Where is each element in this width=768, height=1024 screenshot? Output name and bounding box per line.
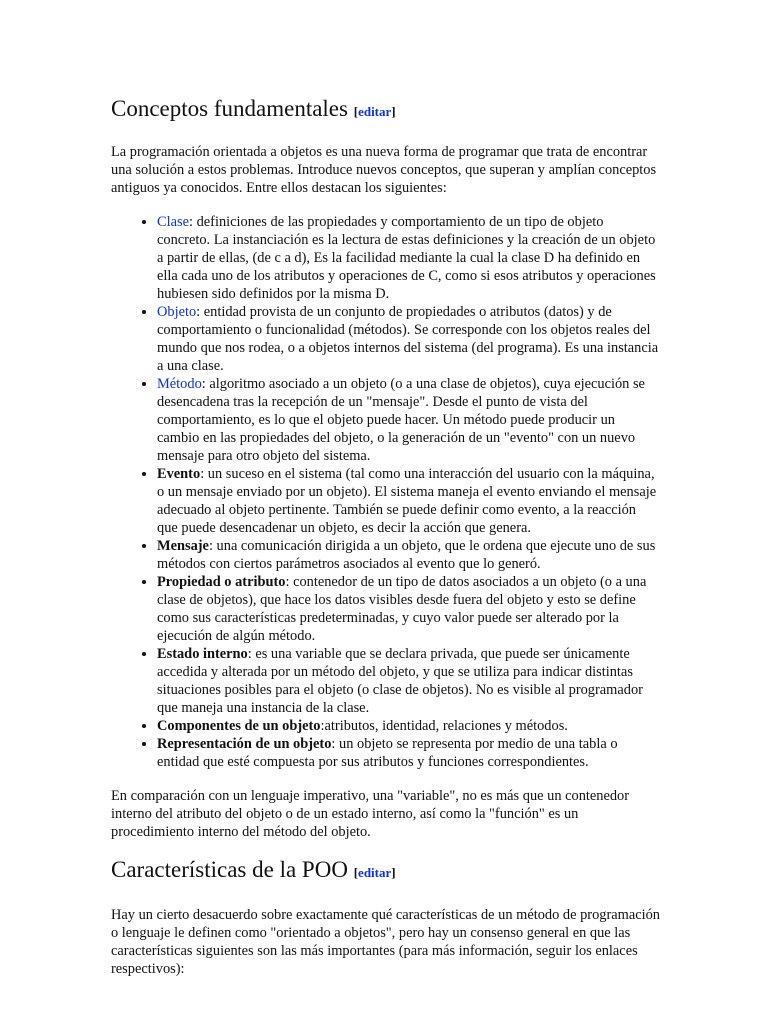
list-item	[157, 375, 660, 465]
term-definition: : algoritmo asociado a un objeto (o a una clase de objetos), cuya ejecución se desencadena tras la recepción de un "mensaje". Desde el punto de vista del comportamiento, es lo que el objeto puede hacer. Un método puede producir un cambio en las propiedades del objeto, o la generación de un "evento" con un nuevo mensaje para otro objeto del sistema.	[157, 376, 645, 464]
list-item	[157, 645, 660, 717]
section-intro-paragraph: La programación orientada a objetos es una nueva forma de programar que trata de encontrar una solución a estos problemas. Introduce nuevos conceptos, que superan y amplían conceptos antiguos ya conocidos. Entre ellos destacan los siguientes:	[111, 144, 657, 196]
term-link[interactable]: Objeto	[157, 304, 197, 320]
list-item	[157, 537, 660, 573]
edit-link[interactable]: editar	[358, 104, 392, 119]
term-bold: Propiedad o atributo	[157, 574, 286, 590]
section-intro-paragraph: Hay un cierto desacuerdo sobre exactamente qué características de un método de programación o lenguaje le definen como "orientado a objetos", pero hay un consenso general en que las características siguientes son las más importantes (para más información, seguir los enlaces respectivos):	[111, 907, 660, 977]
section-heading-conceptos	[111, 94, 660, 127]
list-item	[157, 573, 660, 645]
section-closing-paragraph: En comparación con un lenguaje imperativo, una "variable", no es más que un contenedor interno del atributo del objeto o de un estado interno, así como la "función" es un procedimiento interno del método del objeto.	[111, 788, 630, 840]
section-title: Conceptos fundamentales	[111, 96, 348, 121]
list-item	[157, 465, 660, 537]
list-item	[157, 213, 660, 303]
term-definition: : un objeto se representa por medio de una tabla o entidad que esté compuesta por sus atributos y funciones correspondientes.	[157, 736, 618, 770]
term-link[interactable]: Clase	[157, 214, 189, 230]
list-item	[157, 735, 660, 771]
term-bold: Representación de un objeto	[157, 736, 332, 752]
section-heading-caracteristicas	[111, 855, 660, 888]
term-definition: : es una variable que se declara privada, que puede ser únicamente accedida y alterada por un método del objeto, y que se utiliza para indicar distintas situaciones posibles para el objeto (o clase de objetos). No es visible al programador que maneja una instancia de la clase.	[157, 646, 643, 716]
edit-link-wrapper: [editar]	[353, 104, 396, 119]
term-definition: :atributos, identidad, relaciones y métodos.	[320, 718, 568, 734]
term-link[interactable]: Método	[157, 376, 202, 392]
edit-link-wrapper: [editar]	[353, 865, 396, 880]
concept-list	[111, 213, 660, 771]
term-bold: Componentes de un objeto	[157, 718, 321, 734]
term-definition: : una comunicación dirigida a un objeto, que le ordena que ejecute uno de sus métodos con ciertos parámetros asociados al evento que lo generó.	[157, 538, 656, 572]
list-item	[157, 717, 660, 735]
section-title: Características de la POO	[111, 857, 348, 882]
term-definition: : definiciones de las propiedades y comportamiento de un tipo de objeto concreto. La instanciación es la lectura de estas definiciones y la creación de un objeto a partir de ellas, (de c a d), Es la facilidad mediante la cual la clase D ha definido en ella cada uno de los atributos y operaciones de C, como si esos atributos y operaciones hubiesen sido definidos por la misma D.	[157, 214, 656, 302]
term-definition: : un suceso en el sistema (tal como una interacción del usuario con la máquina, o un mensaje enviado por un objeto). El sistema maneja el evento enviando el mensaje adecuado al objeto pertinente. También se puede definir como evento, a la reacción que puede desencadenar un objeto, es decir la acción que genera.	[157, 466, 657, 536]
edit-link[interactable]: editar	[358, 865, 392, 880]
term-definition: : entidad provista de un conjunto de propiedades o atributos (datos) y de comportamiento o funcionalidad (métodos). Se corresponde con los objetos reales del mundo que nos rodea, o a objetos internos del sistema (del programa). Es una instancia a una clase.	[157, 304, 659, 374]
term-bold: Mensaje	[157, 538, 209, 554]
term-definition: : contenedor de un tipo de datos asociados a un objeto (o a una clase de objetos), que hace los datos visibles desde fuera del objeto y esto se define como sus características predeterminadas, y cuyo valor puede ser alterado por la ejecución de algún método.	[157, 574, 647, 644]
term-bold: Estado interno	[157, 646, 248, 662]
list-item	[157, 303, 660, 375]
term-bold: Evento	[157, 466, 201, 482]
